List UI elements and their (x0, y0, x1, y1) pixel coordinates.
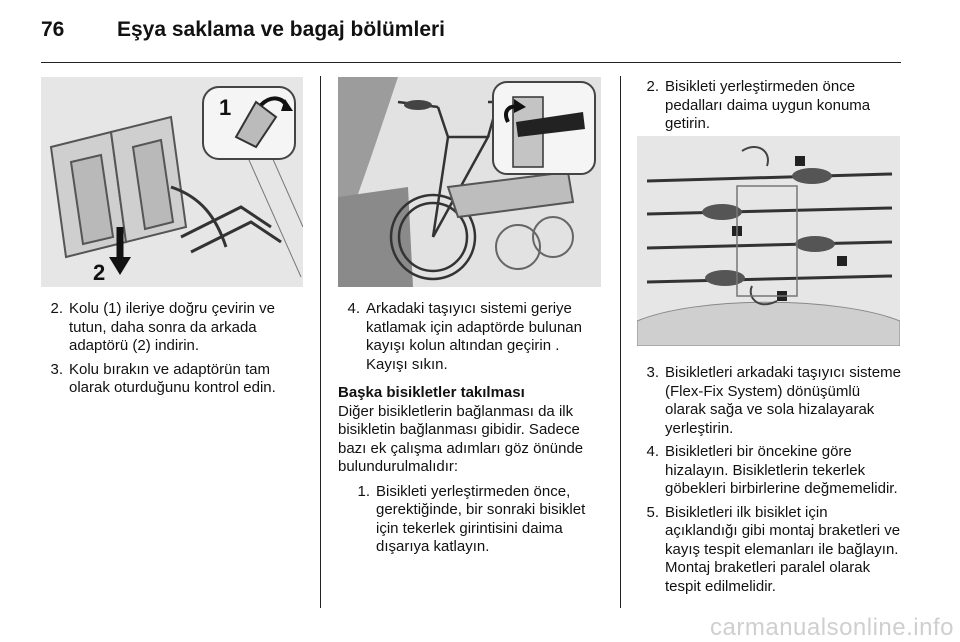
list-item: 2. Bisikleti yerleştirmeden önce pedalları daima uygun konuma getirin. (646, 78, 871, 132)
step-list-col1 (41, 300, 303, 398)
figure-carrier-adapter (41, 77, 303, 287)
callout-2: 2 (93, 260, 106, 285)
figure-four-bikes-top-view (637, 136, 900, 346)
figure-bike-on-carrier (338, 77, 601, 287)
watermark: carmanualsonline.info (710, 614, 954, 641)
list-item: 4. Bisikletleri bir öncekine göre hizalayın. Bisikletlerin tekerlek göbekleri birbirlerine değmemelidir. (646, 443, 898, 497)
column-3-top-text (637, 78, 903, 139)
section-heading: Başka bisikletler takılması (338, 384, 525, 401)
list-item: 1. Bisikleti yerleştirmeden önce, gerektiğinde, bir sonraki bisiklet için tekerlek girintisini daima dışarıya katlayın. (357, 482, 586, 555)
step-list-col2b (348, 483, 604, 557)
step-list-col3 (637, 364, 903, 596)
page-title: Eşya saklama ve bagaj bölümleri (117, 18, 446, 41)
list-item: 4. Arkadaki taşıyıcı sistemi geriye katlamak için adaptörde bulunan kayışı kolun altından geçirin . Kayışı sıkın. (347, 300, 582, 373)
list-item: 3. Kolu bırakın ve adaptörün tam olarak oturduğunu kontrol edin. (50, 360, 276, 396)
list-item: 2. Kolu (1) ileriye doğru çevirin ve tutun, daha sonra da arkada adaptörü (2) indirin. (50, 300, 275, 354)
section-paragraph: Diğer bisikletlerin bağlanması da ilk bisikletin bağlanması gibidir. Sadece bazı ek çalışma adımları göz önünde bulundurulmalıdır: (338, 402, 584, 475)
header-rule (41, 62, 901, 63)
column-divider-2 (620, 76, 621, 608)
column-1-text (41, 300, 303, 403)
list-item: 3. Bisikletleri arkadaki taşıyıcı sisteme (Flex-Fix System) dönüşümlü olarak sağa ve sola hizalayarak yerleştirin. (646, 364, 901, 437)
step-list-col3-top (637, 78, 903, 134)
column-divider-1 (320, 76, 321, 608)
column-2-text (338, 300, 604, 562)
page-number: 76 (41, 18, 65, 41)
callout-1: 1 (219, 95, 232, 120)
list-item: 5. Bisikletleri ilk bisiklet için açıklandığı gibi montaj braketleri ve kayış tespit elemanları ile bağlayın. Montaj braketleri paralel olarak tespit edilmelidir. (646, 503, 901, 595)
column-3-text (637, 364, 903, 601)
step-list-col2 (338, 300, 604, 374)
